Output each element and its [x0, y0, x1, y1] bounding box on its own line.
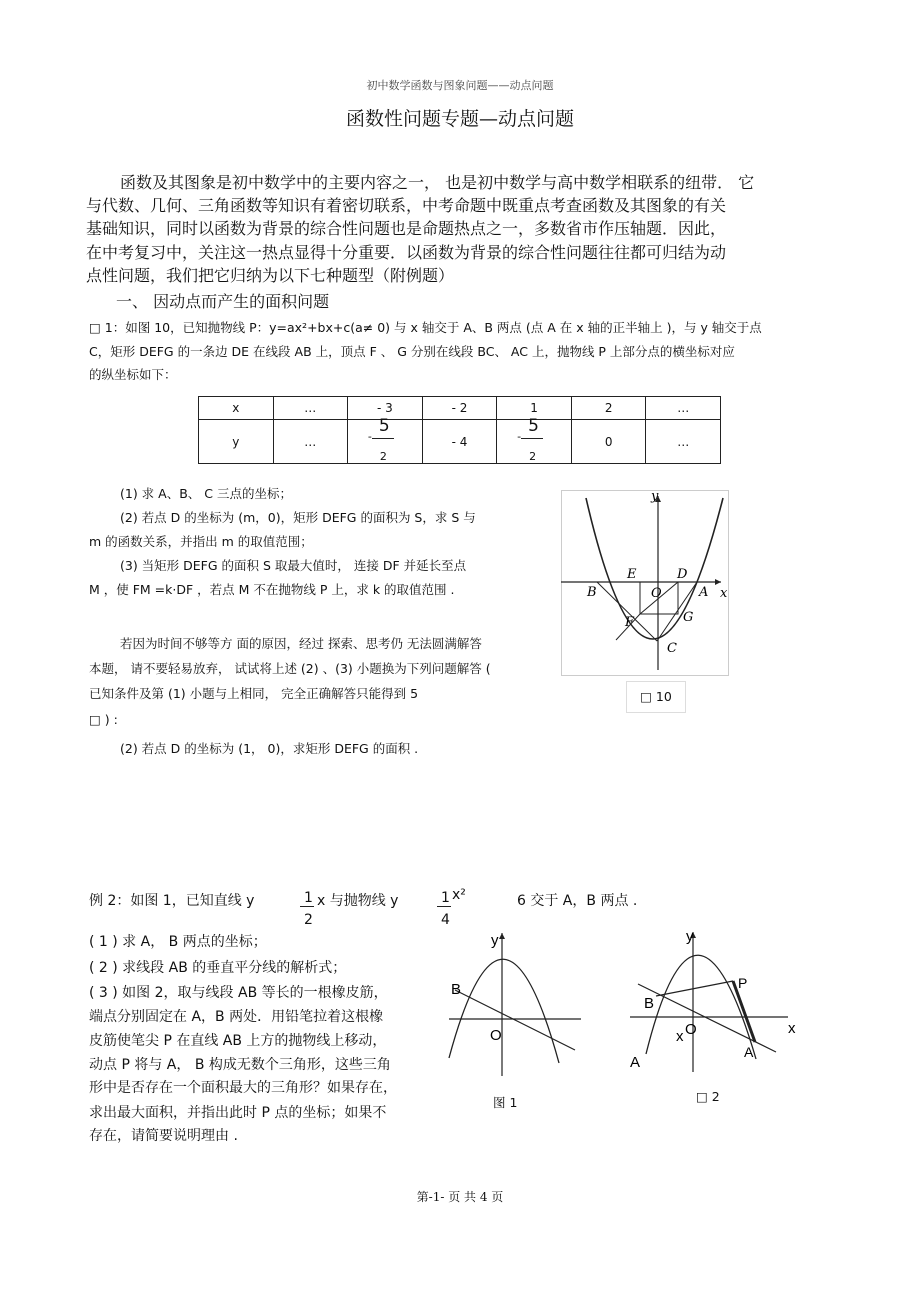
ex1-q1: (1) 求 A、B、 C 三点的坐标； — [120, 486, 292, 501]
line-bc — [597, 582, 657, 641]
table-cell: - 2 — [422, 397, 497, 420]
label-c: C — [667, 641, 677, 656]
table-cell: … — [273, 420, 348, 464]
intro-line-1: 函数及其图象是初中数学中的主要内容之一， 也是初中数学与高中数学相联系的纽带． 它 — [120, 173, 755, 192]
table-cell: … — [646, 420, 721, 464]
ex1-alt-1: 若因为时间不够等方 面的原因，经过 探索、思考仍 无法圆满解答 — [120, 636, 482, 651]
figure-10-caption: □ 10 — [626, 681, 686, 713]
label-y: y — [686, 928, 694, 945]
label-x: x — [788, 1020, 796, 1037]
table-cell: 0 — [571, 420, 646, 464]
label-a-left: A — [630, 1054, 641, 1071]
ex2-q3a: ( 3 ) 如图 2，取与线段 AB 等长的一根橡皮筋， — [89, 985, 388, 1001]
ex2-frac1-den: 2 — [304, 912, 313, 928]
ex2-q3d: 动点 P 将与 A， B 构成无数个三角形，这些三角 — [89, 1057, 391, 1073]
ex2-q3e: 形中是否存在一个面积最大的三角形？如果存在， — [89, 1080, 397, 1096]
frac-num: 5 — [528, 416, 539, 436]
ex2-q3f: 求出最大面积，并指出此时 P 点的坐标；如果不 — [89, 1105, 387, 1121]
table-cell: - 3 — [348, 397, 423, 420]
label-f: F — [625, 615, 635, 630]
ex2-tail: 6 交于 A，B 两点 . — [517, 893, 638, 909]
label-b: B — [451, 981, 462, 998]
figure-1 — [445, 928, 585, 1078]
label-x: x — [720, 586, 728, 601]
ex2-q1: ( 1 ) 求 A， B 两点的坐标； — [89, 934, 267, 950]
figure-1-caption: 图 1 — [493, 1095, 518, 1110]
table-cell: - 4 — [422, 420, 497, 464]
ex1-line-1: □ 1：如图 10，已知抛物线 P：y=ax²+bx+c(a≠ 0) 与 x 轴交于 A、B 两点 (点 A 在 x 轴的正半轴上 )，与 y 轴交于点 — [89, 320, 762, 335]
frac-num: 5 — [378, 416, 390, 436]
label-a: A — [699, 585, 709, 600]
ex2-x-squared: x² — [452, 887, 466, 903]
figure-2 — [628, 924, 810, 1074]
figure-2-caption: □ 2 — [696, 1089, 720, 1104]
ex1-line-2: C，矩形 DEFG 的一条边 DE 在线段 AB 上，顶点 F 、 G 分别在线段 BC、 AC 上，抛物线 P 上部分点的横坐标对应 — [89, 344, 735, 359]
page-header: 初中数学函数与图象问题——动点问题 — [366, 79, 554, 92]
ex1-q3b: M ，使 FM =k·DF ，若点 M 不在抛物线 P 上，求 k 的取值范围 . — [89, 582, 455, 597]
parabola-curve — [586, 498, 723, 639]
ex2-q3c: 皮筋使笔尖 P 在直线 AB 上方的抛物线上移动， — [89, 1033, 387, 1049]
figure-10 — [561, 490, 729, 676]
frac-den: 2 — [379, 450, 387, 463]
table-cell: 2 — [571, 397, 646, 420]
ex1-q2b: m 的函数关系，并指出 m 的取值范围； — [89, 534, 313, 549]
ex1-line-3: 的纵坐标如下： — [89, 367, 177, 382]
label-o: O — [490, 1027, 502, 1044]
ex1-alt-question: (2) 若点 D 的坐标为 (1， 0)，求矩形 DEFG 的面积 . — [120, 741, 419, 756]
label-x-small: x — [676, 1028, 684, 1045]
table-cell: … — [273, 397, 348, 420]
label-a-right: A — [744, 1044, 754, 1060]
ex2-frac1-num: 1 — [304, 890, 313, 906]
ex2-lead: 例 2：如图 1，已知直线 y — [89, 893, 255, 909]
line-ab — [455, 990, 575, 1050]
parabola-curve — [449, 959, 559, 1063]
ex2-q2: ( 2 ) 求线段 AB 的垂直平分线的解析式； — [89, 960, 347, 976]
label-d: D — [677, 567, 688, 582]
label-e: E — [627, 567, 637, 582]
label-b: B — [587, 585, 597, 600]
label-b: B — [644, 995, 655, 1012]
ex2-frac2-den: 4 — [441, 912, 450, 928]
ex1-alt-2: 本题， 请不要轻易放弃， 试试将上述 (2) 、(3) 小题换为下列问题解答 ( — [89, 661, 491, 676]
intro-line-5: 点性问题，我们把它归纳为以下七种题型（附例题） — [86, 266, 455, 285]
label-y: y — [491, 932, 499, 949]
label-p: P — [738, 975, 748, 991]
label-o: O — [685, 1021, 697, 1038]
frac-den: 2 — [529, 450, 537, 463]
ex2-frac2-num: 1 — [441, 890, 450, 906]
table-row-x — [199, 397, 721, 420]
value-table — [198, 396, 721, 464]
parabola-curve — [646, 955, 756, 1059]
intro-line-4: 在中考复习中，关注这一热点显得十分重要．以函数为背景的综合性问题往往都可归结为动 — [86, 243, 727, 262]
label-y: y — [651, 490, 659, 504]
table-cell: y — [199, 420, 274, 464]
section-heading: 一、 因动点而产生的面积问题 — [116, 292, 330, 311]
intro-line-2: 与代数、几何、三角函数等知识有着密切联系，中考命题中既重点考查函数及其图象的有关 — [86, 196, 727, 215]
ex1-alt-4: □ ) : — [89, 712, 118, 727]
table-cell: … — [646, 397, 721, 420]
ex1-q2a: (2) 若点 D 的坐标为 (m，0)，矩形 DEFG 的面积为 S，求 S 与 — [120, 510, 476, 525]
label-o: O — [651, 586, 662, 601]
frac-minus: - — [367, 430, 372, 443]
ex2-q3g: 存在，请简要说明理由 . — [89, 1128, 238, 1144]
intro-line-3: 基础知识，同时以函数为背景的综合性问题也是命题热点之一，多数省市作压轴题．因此， — [86, 219, 727, 238]
table-cell: x — [199, 397, 274, 420]
frac-minus: - — [517, 430, 522, 443]
ex1-alt-3: 已知条件及第 (1) 小题与上相同， 完全正确解答只能得到 5 — [89, 686, 419, 701]
page-footer: 第-1- 页 共 4 页 — [416, 1190, 504, 1204]
label-g: G — [683, 610, 694, 625]
table-row-y — [199, 420, 721, 464]
ex2-mid: x 与抛物线 y — [317, 893, 399, 909]
page-title: 函数性问题专题—动点问题 — [345, 108, 574, 130]
ex1-q3a: (3) 当矩形 DEFG 的面积 S 取最大值时， 连接 DF 并延长至点 — [120, 558, 467, 573]
table-cell-fraction — [348, 416, 423, 464]
table-cell: 1 — [497, 397, 572, 420]
ex2-q3b: 端点分别固定在 A，B 两处．用铅笔拉着这根橡 — [89, 1009, 384, 1025]
table-cell-fraction — [497, 416, 572, 464]
